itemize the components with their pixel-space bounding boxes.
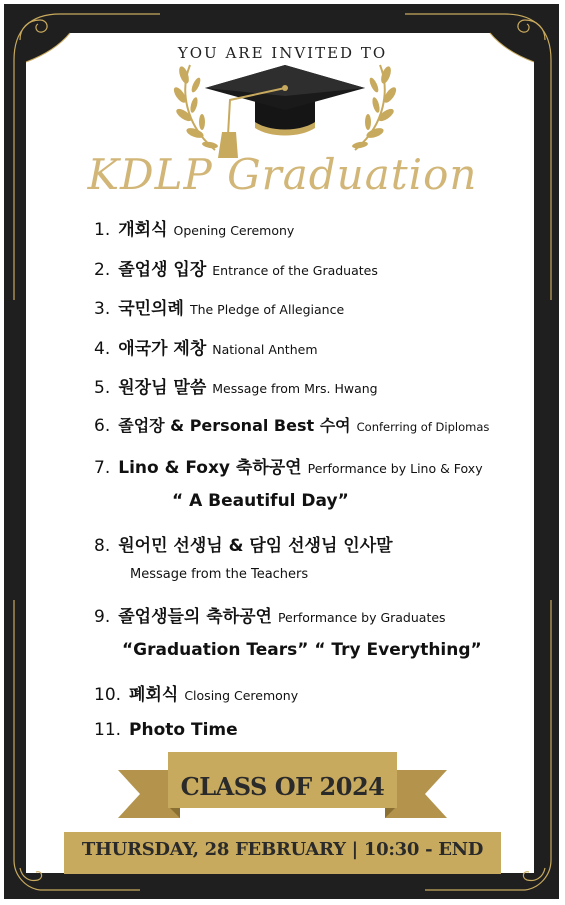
item-korean: Photo Time xyxy=(129,720,238,740)
item-english: Entrance of the Graduates xyxy=(212,263,378,278)
item-number: 9. xyxy=(94,607,111,627)
program-item-9-songs: “Graduation Tears” “ Try Everything” xyxy=(122,640,482,660)
item-number: 4. xyxy=(94,339,111,359)
item-english: The Pledge of Allegiance xyxy=(189,302,345,317)
item-number: 8. xyxy=(94,536,111,556)
item-number: 10. xyxy=(94,685,122,705)
item-english: Conferring of Diplomas xyxy=(356,420,490,434)
program-item-7-song: “ A Beautiful Day” xyxy=(172,491,349,511)
item-english: Performance by Lino & Foxy xyxy=(307,461,483,476)
invited-heading: YOU ARE INVITED TO xyxy=(177,44,388,62)
item-english: Performance by Graduates xyxy=(277,610,446,625)
item-english: Opening Ceremony xyxy=(173,223,295,238)
item-korean: Lino & Foxy 축하공연 xyxy=(118,458,302,478)
item-number: 1. xyxy=(94,220,111,240)
item-english: National Anthem xyxy=(212,342,318,357)
event-title: KDLP Graduation xyxy=(87,150,478,199)
item-number: 3. xyxy=(94,299,111,319)
item-korean: 졸업생 입장 xyxy=(118,260,207,280)
class-of-label: CLASS OF 2024 xyxy=(180,772,385,801)
item-korean: 국민의례 xyxy=(118,299,184,319)
item-korean: 폐회식 xyxy=(129,685,179,705)
item-number: 2. xyxy=(94,260,111,280)
item-korean: 애국가 제창 xyxy=(118,339,207,359)
item-number: 11. xyxy=(94,720,122,740)
item-english: Message from Mrs. Hwang xyxy=(212,381,378,396)
item-korean: 개회식 xyxy=(118,220,168,240)
item-korean: 원장님 말씀 xyxy=(118,378,207,398)
item-number: 5. xyxy=(94,378,111,398)
event-date-time: THURSDAY, 28 FEBRUARY | 10:30 - END xyxy=(81,839,484,860)
item-korean: 졸업장 & Personal Best 수여 xyxy=(118,416,351,435)
item-korean: 원어민 선생님 & 담임 선생님 인사말 xyxy=(118,536,393,556)
program-item-8-english: Message from the Teachers xyxy=(130,567,309,582)
item-number: 7. xyxy=(94,458,111,478)
item-english: Closing Ceremony xyxy=(184,688,299,703)
item-korean: 졸업생들의 축하공연 xyxy=(118,607,272,627)
item-number: 6. xyxy=(94,416,111,436)
